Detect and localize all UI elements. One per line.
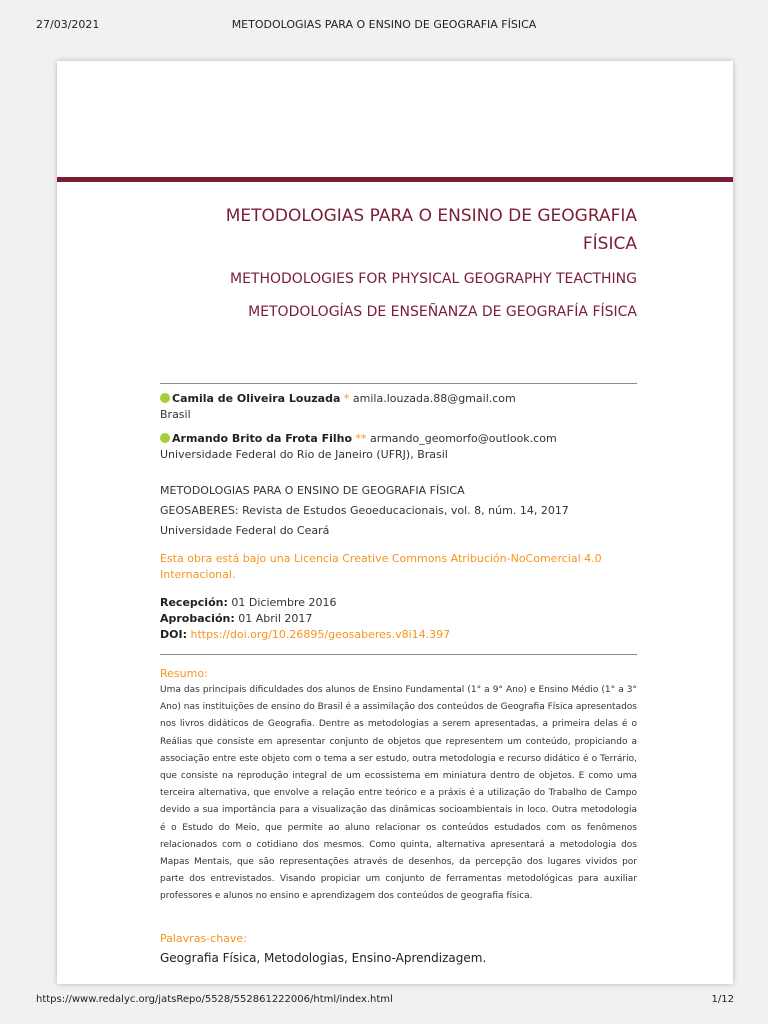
- author-mark: **: [355, 432, 367, 445]
- received-date: 01 Diciembre 2016: [231, 596, 337, 609]
- keywords-label: Palavras-chave:: [160, 932, 247, 945]
- license-text[interactable]: [160, 551, 637, 583]
- author-2: [160, 431, 637, 463]
- dates-block: [160, 595, 637, 643]
- author-name[interactable]: Armando Brito da Frota Filho: [172, 432, 353, 445]
- doi-label: DOI:: [160, 628, 187, 641]
- license-link[interactable]: Esta obra está bajo una Licencia Creative Commons Atribución-NoComercial 4.0 Internacional.: [160, 552, 602, 581]
- author-mark: *: [343, 392, 350, 405]
- print-header: [0, 0, 768, 44]
- title-block: [197, 202, 637, 324]
- source-journal: GEOSABERES: Revista de Estudos Geoeducacionais, vol. 8, núm. 14, 2017: [160, 504, 569, 517]
- orcid-icon[interactable]: [160, 393, 170, 403]
- orcid-icon[interactable]: [160, 433, 170, 443]
- doi-link[interactable]: https://doi.org/10.26895/geosaberes.v8i14.397: [190, 628, 451, 641]
- article-page: [57, 61, 733, 984]
- divider-bottom: [160, 654, 637, 655]
- approved-date: 01 Abril 2017: [238, 612, 313, 625]
- abstract-block: [160, 666, 637, 906]
- keywords-block: [160, 931, 637, 966]
- print-page-number: 1/12: [711, 994, 734, 1005]
- author-affiliation: Brasil: [160, 408, 191, 421]
- article-title-en: METHODOLOGIES FOR PHYSICAL GEOGRAPHY TEACTHING: [230, 271, 637, 287]
- print-date: 27/03/2021: [36, 18, 100, 31]
- abstract-text: Uma das principais dificuldades dos alunos de Ensino Fundamental (1° a 9° Ano) e Ensino Médio (1° a 3° Ano) nas instituições de ensino do Brasil é a assimilação dos conteúdos de Geografia Física apresentados nos livros didáticos de Geografia. Dentre as metodologias a serem apresentadas, a primeira delas é o Reálias que consiste em apresentar conjunto de objetos que representem um conteúdo, propiciando a associação entre este objeto com o tema a ser estudo, outra metodologia e recurso didático é o Terrário, que consiste na reprodução integral de um ecossistema em miniatura dentro de objetos. E como uma terceira alternativa, que envolve a relação entre teórico e a práxis é a utilização do Trabalho de Campo devido a sua importância para a visualização das dinâmicas socioambientais in loco. Outra metodologia é o Estudo do Meio, que permite ao aluno relacionar os conteúdos estudados com os fenômenos relacionados com o cotidiano dos mesmos. Como quinta, alternativa apresentará a metodologia dos Mapas Mentais, que são representações através de desenhos, da percepção dos lugares vividos por parte dos entrevistados. Visando propiciar um conjunto de ferramentas metodológicas para auxiliar professores e alunos no ensino e aprendizagem dos conteúdos de geografia física.: [160, 685, 637, 902]
- received-label: Recepción:: [160, 596, 228, 609]
- print-url: https://www.redalyc.org/jatsRepo/5528/552861222006/html/index.html: [36, 994, 393, 1005]
- source-publisher: Universidade Federal do Ceará: [160, 524, 330, 537]
- print-title: METODOLOGIAS PARA O ENSINO DE GEOGRAFIA FÍSICA: [231, 18, 537, 31]
- divider-top: [160, 383, 637, 384]
- article-title-es: METODOLOGÍAS DE ENSEÑANZA DE GEOGRAFÍA FÍSICA: [248, 304, 637, 320]
- source-title: METODOLOGIAS PARA O ENSINO DE GEOGRAFIA FÍSICA: [160, 484, 465, 497]
- author-name[interactable]: Camila de Oliveira Louzada: [172, 392, 341, 405]
- author-affiliation: Universidade Federal do Rio de Janeiro (UFRJ), Brasil: [160, 448, 448, 461]
- author-1: [160, 391, 637, 423]
- header-band: [57, 177, 733, 182]
- author-email[interactable]: armando_geomorfo@outlook.com: [370, 432, 557, 445]
- article-title-pt: METODOLOGIAS PARA O ENSINO DE GEOGRAFIA FÍSICA: [225, 206, 637, 254]
- abstract-label: Resumo:: [160, 667, 208, 680]
- keywords-text: Geografia Física, Metodologias, Ensino-Aprendizagem.: [160, 951, 487, 965]
- source-block: [160, 483, 637, 539]
- approved-label: Aprobación:: [160, 612, 235, 625]
- author-email[interactable]: amila.louzada.88@gmail.com: [352, 392, 516, 405]
